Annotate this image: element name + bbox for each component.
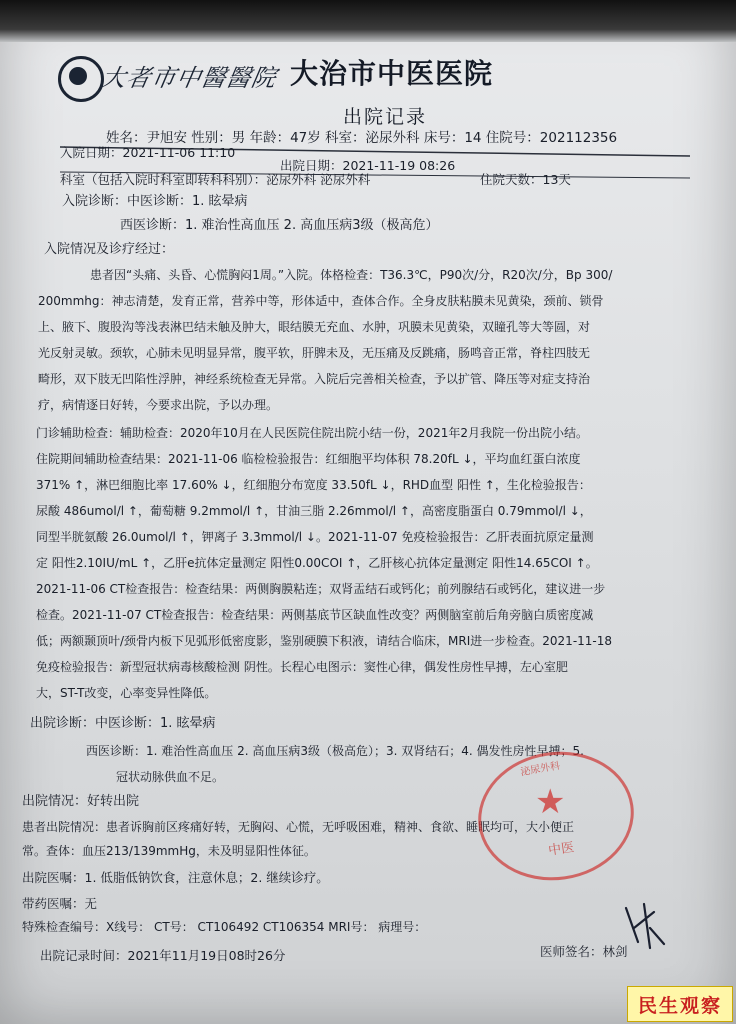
seal-star-icon: ★ — [535, 782, 566, 822]
discharge-condition-cont: 常。查体：血压213/139mmHg，未及明显阳性体征。 — [22, 844, 316, 858]
record-time: 出院记录时间：2021年11月19日08时26分 — [40, 948, 286, 963]
course-line: 住院期间辅助检查结果：2021-11-06 临检检验报告：红细胞平均体积 78.20fL ↓，平均血红蛋白浓度 — [36, 452, 581, 466]
course-line: 患者因“头痛、头昏、心慌胸闷1周。”入院。体格检查：T36.3℃，P90次/分，R20次/分，Bp 300/ — [90, 268, 613, 282]
seal-bottom-text: 中医 — [547, 840, 576, 859]
course-line: 低；两额颞顶叶/颈骨内板下见弧形低密度影，鉴别硬膜下积液，请结合临床，MRI进一步检查。2021-11-18 — [36, 634, 613, 648]
course-line: 上、腋下、腹股沟等浅表淋巴结未触及肿大，眼结膜无充血、水肿，巩膜未见黄染，双瞳孔等大等圆，对 — [38, 320, 591, 334]
discharge-western-diagnosis-cont: 冠状动脉供血不足。 — [116, 770, 225, 784]
handwritten-signature — [620, 898, 668, 954]
department-line: 科室（包括入院时科室即转科科别）：泌尿外科 泌尿外科 — [60, 172, 371, 187]
course-heading: 入院情况及诊疗经过： — [44, 242, 175, 257]
course-line: 200mmhg：神志清楚，发育正常，营养中等，形体适中，查体合作。全身皮肤粘膜未见黄染，颈前、锁骨 — [38, 294, 604, 308]
hospital-logo-text: 大者市中醫醫院 — [99, 64, 280, 92]
course-line: 检查。2021-11-07 CT检查报告：检查结果：两侧基底节区缺血性改变？两侧脑室前后角旁脑白质密度减 — [36, 608, 594, 622]
patient-info-line: 姓名：尹旭安 性别：男 年龄：47岁 科室：泌尿外科 床号：14 住院号：202112356 — [106, 130, 618, 146]
admission-tcm-diagnosis: 入院诊断：中医诊断：1. 眩晕病 — [62, 194, 248, 209]
course-line: 疗，病情逐日好转，今要求出院，予以办理。 — [38, 398, 279, 412]
admit-date: 入院日期：2021-11-06 11:10 — [60, 145, 236, 160]
stay-days: 住院天数：13天 — [480, 172, 571, 187]
course-line: 畸形，双下肢无凹陷性浮肿，神经系统检查无异常。入院后完善相关检查，予以扩管、降压等对症支持治 — [38, 372, 591, 386]
admission-western-diagnosis: 西医诊断：1. 难治性高血压 2. 高血压病3级（极高危） — [120, 218, 439, 233]
watermark-badge: 民生观察 — [627, 986, 733, 1022]
course-line: 2021-11-06 CT检查报告：检查结果：两侧胸膜粘连；双肾盂结石或钙化；前列腺结石或钙化，建议进一步 — [36, 582, 606, 596]
discharge-condition: 患者出院情况：患者诉胸前区疼痛好转，无胸闷、心慌，无呼吸困难，精神、食欲、睡眠均可，大小便正 — [22, 820, 575, 834]
course-line: 门诊辅助检查：辅助检查：2020年10月在人民医院住院出院小结一份，2021年2月我院一份出院小结。 — [36, 426, 588, 440]
course-line: 光反射灵敏。颈软，心肺未见明显异常，腹平软，肝脾未及，无压痛及反跳痛，肠鸣音正常，脊柱四肢无 — [38, 346, 591, 360]
hospital-name: 大治市中医医院 — [290, 57, 494, 90]
discharge-western-diagnosis: 西医诊断：1. 难治性高血压 2. 高血压病3级（极高危）；3. 双肾结石；4. 偶发性房性早搏；5. — [86, 744, 584, 758]
course-line: 尿酸 486umol/l ↑，葡萄糖 9.2mmol/l ↑，甘油三脂 2.26mmol/l ↑，高密度脂蛋白 0.79mmol/l ↓， — [36, 504, 592, 518]
discharge-date: 出院日期：2021-11-19 08:26 — [280, 158, 456, 173]
course-line: 免疫检验报告：新型冠状病毒核酸检测 阴性。长程心电图示：窦性心律，偶发性房性早搏，左心室肥 — [36, 660, 568, 674]
special-exam-numbers: 特殊检查编号：X线号： CT号： CT106492 CT106354 MRI号： 病理号： — [22, 920, 427, 934]
medication-orders: 带药医嘱：无 — [22, 896, 98, 911]
doctor-signature-label: 医师签名：林剑 — [540, 944, 628, 959]
discharge-tcm-diagnosis: 出院诊断：中医诊断：1. 眩晕病 — [30, 716, 216, 731]
discharge-orders: 出院医嘱：1. 低脂低钠饮食，注意休息；2. 继续诊疗。 — [22, 870, 329, 885]
course-line: 同型半胱氨酸 26.0umol/l ↑，钾离子 3.3mmol/l ↓。2021-11-07 免疫检验报告：乙肝表面抗原定量测 — [36, 530, 594, 544]
document-title: 出院记录 — [343, 106, 428, 128]
course-line: 371% ↑，淋巴细胞比率 17.60% ↓，红细胞分布宽度 33.50fL ↓，RHD血型 阳性 ↑，生化检验报告： — [36, 478, 591, 492]
course-line: 定 阳性2.10IU/mL ↑，乙肝e抗体定量测定 阳性0.00COI ↑，乙肝核心抗体定量测定 阳性14.65COI ↑。 — [36, 556, 598, 570]
discharge-status: 出院情况：好转出院 — [22, 794, 140, 809]
course-line: 大，ST-T改变，心率变异性降低。 — [36, 686, 217, 700]
seal-text: 泌尿外科 — [519, 760, 561, 779]
